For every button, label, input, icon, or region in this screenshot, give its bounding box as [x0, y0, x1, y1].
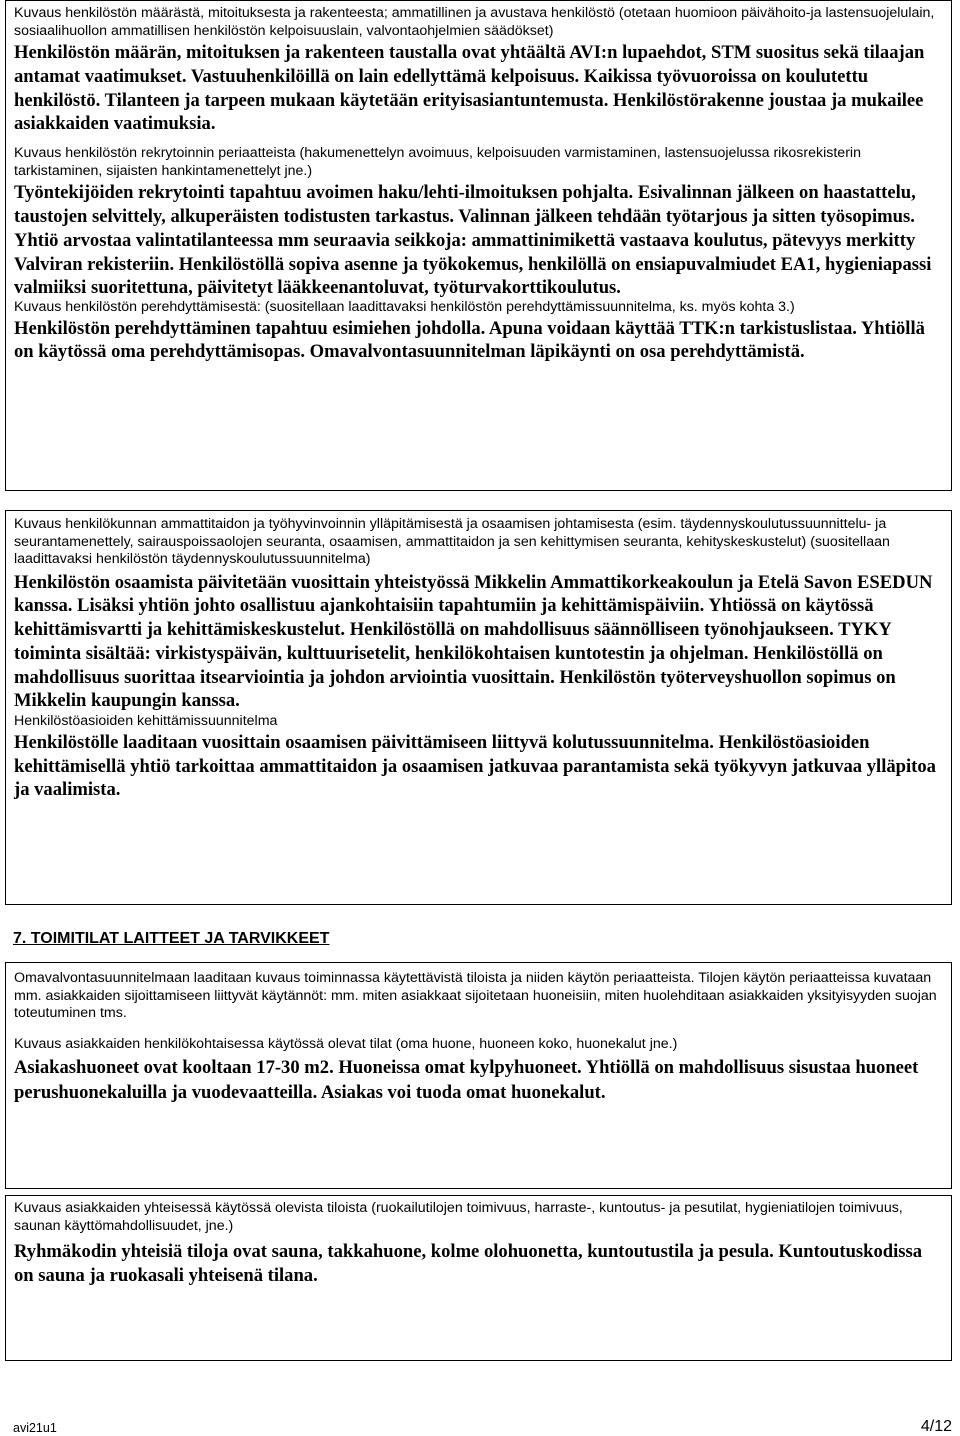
competence-answer: Henkilöstön osaamista päivitetään vuosittain yhteistyössä Mikkelin Ammattikorkeakoulun ja Etelä Savon ESEDUN kanssa. Lisäksi yhtiön johto osallistuu ajankohtaisiin tapahtumiin ja kehittämispäiviin. Yhtiössä on käytössä kehittämisvartti ja kehittämiskeskustelut. Henkilöstöllä on mahdollisuus säännölliseen työnohjaukseen. TYKY toiminta sisältää: virkistyspäivän, kulttuurisetelit, henkilökohtaisen kuntotestin ja ohjelman. Henkilöstöllä on mahdollisuus suorittaa itsearviointia ja johdon arviointia vuosittain. Henkilöstön työterveyshuollon sopimus on Mikkelin kaupungin kanssa. — [14, 571, 933, 712]
development-plan-answer: Henkilöstölle laaditaan vuosittain osaamisen päivittämiseen liittyvä kolutussuunnitelma. Henkilöstöasioiden kehittämisellä yhtiö tarkoittaa ammattitaidon ja osaamisen jatkuvaa parantamista sekä työkyvyn jatkuvaa ylläpitoa ja vaalimista. — [14, 731, 936, 801]
common-spaces-answer: Ryhmäkodin yhteisiä tiloja ovat sauna, takkahuone, kolme olohuonetta, kuntoutustila ja pesula. Kuntoutuskodissa on sauna ja ruokasali yhteisenä tilana. — [14, 1241, 923, 1286]
orientation-label: Kuvaus henkilöstön perehdyttämisestä: (suositellaan laadittavaksi henkilöstön perehdyttämissuunnitelma, ks. myös kohta 3.) — [14, 299, 795, 316]
recruitment-label: Kuvaus henkilöstön rekrytoinnin periaatteista (hakumenettelyn avoimuus, kelpoisuuden varmistaminen, lastensuojelussa rikosrekisterin tarkistaminen, sijaisten hankintamenettelyt jne.) — [14, 145, 861, 179]
competence-label: Kuvaus henkilökunnan ammattitaidon ja työhyvinvoinnin ylläpitämisestä ja osaamisen johtamisesta (esim. täydennyskoulutussuunnittelu- ja seurantamenettely, sairauspoissaolojen seuranta, osaamisen, ammattitaidon ja sen kehittymisen seuranta, kehityskeskustelut) (suositellaan laadittavaksi henkilöstön täydennyskoulutussuunnitelma) — [14, 516, 890, 567]
section-heading: 7. TOIMITILAT LAITTEET JA TARVIKKEET — [13, 930, 330, 947]
premises-intro-section — [5, 962, 952, 1189]
common-spaces-label: Kuvaus asiakkaiden yhteisessä käytössä olevista tiloista (ruokailutilojen toimivuus, harraste-, kuntoutus- ja pesutilat, hygieniatilojen toimivuus, saunan käyttömahdollisuudet, jne.) — [14, 1200, 903, 1234]
recruitment-answer: Työntekijöiden rekrytointi tapahtuu avoimen haku/lehti-ilmoituksen pohjalta. Esivalinnan jälkeen on haastattelu, taustojen selvittely, alkuperäisten todistusten tarkastus. Valinnan jälkeen tehdään työtarjous ja sitten työsopimus. Yhtiö arvostaa valintatilanteessa mm seuraavia seikkoja: ammattinimikettä vastaava koulutus, pätevyys merkitty Valviran rekisteriin. Henkilöstöllä sopiva asenne ja työkokemus, henkilöllä on ensiapuvalmiudet EA1, hygieniapassi valmiiksi suoritettuna, päivitetyt lääkkeenantoluvat, työturvakorttikoulutus. — [14, 182, 932, 299]
orientation-answer: Henkilöstön perehdyttäminen tapahtuu esimiehen johdolla. Apuna voidaan käyttää TTK:n tarkistuslistaa. Yhtiöllä on käytössä oma perehdyttämisopas. Omavalvontasuunnitelman läpikäynti on osa perehdyttämistä. — [14, 317, 925, 363]
private-rooms-answer: Asiakashuoneet ovat kooltaan 17-30 m2. Huoneissa omat kylpyhuoneet. Yhtiöllä on mahdollisuus sisustaa huoneet perushuonekaluilla ja vuodevaatteilla. Asiakas voi tuoda omat huonekalut. — [14, 1057, 919, 1103]
page-number: 4/12 — [920, 1418, 952, 1435]
premises-intro-text: Omavalvontasuunnitelmaan laaditaan kuvaus toiminnassa käytettävistä tiloista ja niiden käytön periaatteista. Tilojen käytön periaatteissa kuvataan mm. asiakkaiden sijoittamiseen liittyvät käytännöt: mm. miten asiakkaat sijoitetaan huoneisiin, miten huolehditaan asiakkaiden yksityisyyden suojan toteutuminen tms. — [14, 970, 937, 1021]
common-spaces-section — [5, 1195, 952, 1361]
competence-section — [5, 510, 952, 905]
staffing-section — [5, 0, 952, 491]
private-rooms-label: Kuvaus asiakkaiden henkilökohtaisessa käytössä olevat tilat (oma huone, huoneen koko, huonekalut jne.) — [14, 1035, 678, 1052]
development-plan-label: Henkilöstöasioiden kehittämissuunnitelma — [14, 713, 278, 730]
form-code: avi21u1 — [13, 1421, 57, 1435]
staffing-answer: Henkilöstön määrän, mitoituksen ja rakenteen taustalla ovat yhtäältä AVI:n lupaehdot, STM suositus sekä tilaajan antamat vaatimukset. Vastuuhenkilöillä on lain edellyttämä kelpoisuus. Kaikissa työvuoroissa on koulutettu henkilöstö. Tilanteen ja tarpeen mukaan käytetään erityisasiantuntemusta. Henkilöstörakenne joustaa ja mukailee asiakkaiden vaatimuksia. — [14, 42, 925, 135]
staffing-label: Kuvaus henkilöstön määrästä, mitoituksesta ja rakenteesta; ammatillinen ja avustava henkilöstö (otetaan huomioon päivähoito-ja lastensuojelulain, sosiaalihuollon ammatillisen henkilöstön kelpoisuuslain, valvontaohjelmien säädökset) — [14, 5, 935, 39]
